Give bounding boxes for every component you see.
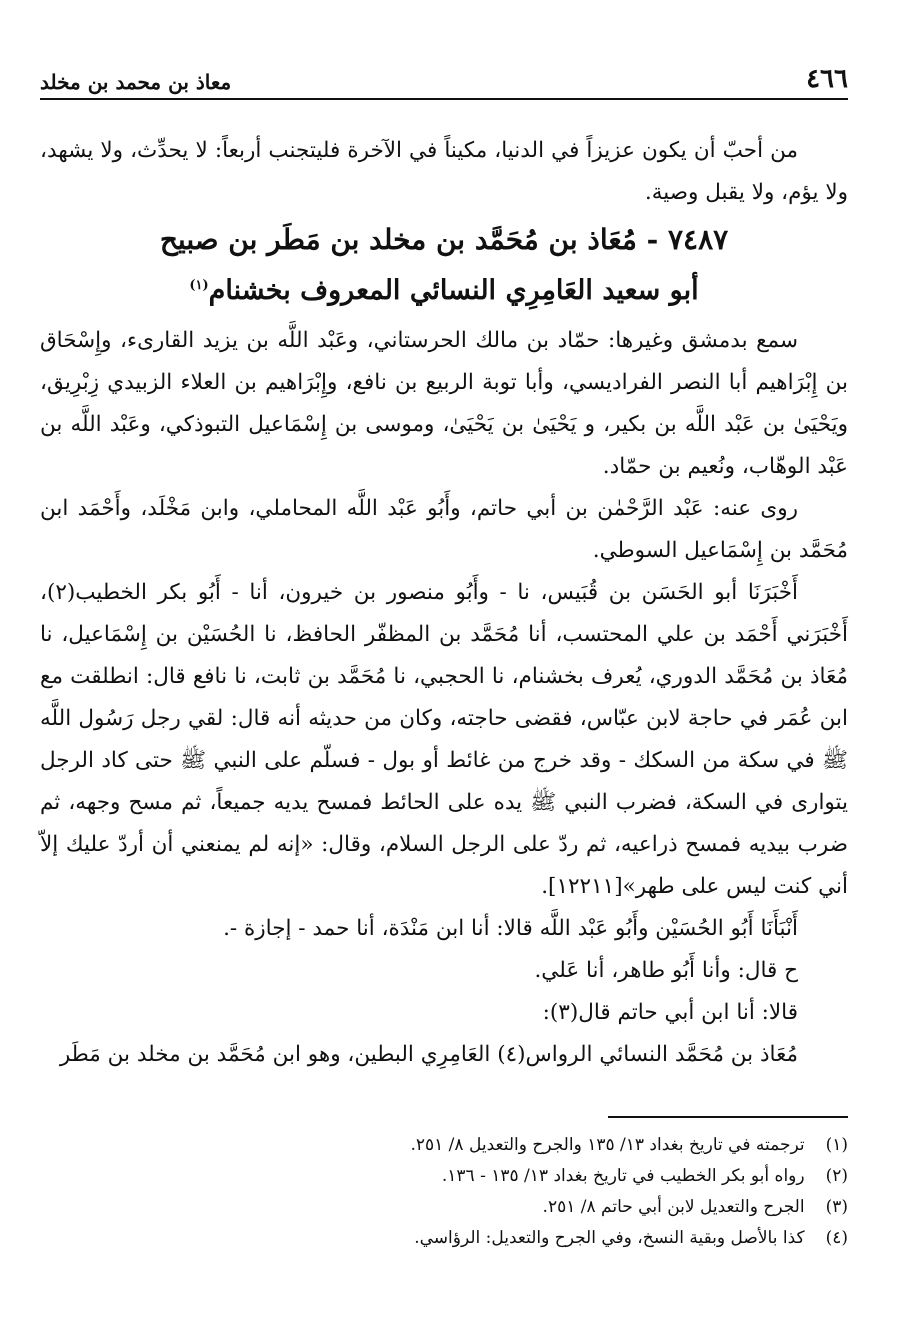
footnote-separator [608,1116,848,1118]
footnote-text: رواه أبو بكر الخطيب في تاريخ بغداد ١٣/ ١٣٥ - ١٣٦. [441,1166,805,1186]
entry-title: ٧٤٨٧ - مُعَاذ بن مُحَمَّد بن مخلد بن مَطَر بن صبيح [159,223,729,256]
footnote [40,1130,848,1161]
intro-paragraph: من أحبّ أن يكون عزيزاً في الدنيا، مكيناً في الآخرة فليتجنب أربعاً: لا يحدِّث، ولا يشهد، ولا يؤم، ولا يقبل وصية. [40,138,848,205]
footnotes [40,1130,848,1254]
footnote [40,1223,848,1254]
footnote [40,1192,848,1223]
paragraph-chain: أَنْبَأَنَا أَبُو الحُسَيْن وأَبُو عَبْد اللَّه قالا: أنا ابن مَنْدَة، أنا حمد - إجازة -. [223,916,798,941]
page-header [40,62,848,100]
footnote-number: (٤) [825,1228,848,1248]
entry-subtitle-footnote-ref: (١) [189,278,209,293]
footnote-number: (٢) [825,1166,848,1186]
footnote-number: (٣) [825,1197,848,1217]
paragraph-chain-3: قالا: أنا ابن أبي حاتم قال(٣): [542,1000,798,1025]
paragraph-chain-2: ح قال: وأنا أَبُو طاهر، أنا عَلي. [534,958,798,983]
footnote-text: كذا بالأصل وبقية النسخ، وفي الجرح والتعديل: الرؤاسي. [414,1228,805,1248]
paragraph-teachers: سمع بدمشق وغيرها: حمّاد بن مالك الحرستاني، وعَبْد اللَّه بن يزيد القارىء، وإِسْحَاق بن إِبْرَاهيم أبا النصر الفراديسي، وأبا توبة الربيع بن نافع، وإِبْرَاهيم بن العلاء الزبيدي زِبْرِيق، ويَحْيَىٰ بن عَبْد اللَّه بن بكير، و يَحْيَىٰ بن يَحْيَىٰ، وموسى بن إِسْمَاعيل التبوذكي، وعَبْد اللَّه بن عَبْد الوهّاب، ونُعيم بن حمّاد. [40,328,848,479]
footnote-text: ترجمته في تاريخ بغداد ١٣/ ١٣٥ والجرح والتعديل ٨/ ٢٥١. [410,1135,805,1155]
paragraph-students: روى عنه: عَبْد الرَّحْمٰن بن أبي حاتم، وأَبُو عَبْد اللَّه المحاملي، وابن مَخْلَد، وأَحْمَد ابن مُحَمَّد بن إِسْمَاعيل السوطي. [40,496,848,563]
footnote-text: الجرح والتعديل لابن أبي حاتم ٨/ ٢٥١. [542,1197,805,1217]
entry-subtitle-text: أبو سعيد العَامِرِي النسائي المعروف بخشنام [208,275,699,306]
running-title: معاذ بن محمد بن مخلد [40,70,232,94]
page-number: ٤٦٦ [806,64,848,94]
footnote-number: (١) [825,1135,848,1155]
paragraph-hadith: أَخْبَرَنَا أبو الحَسَن بن قُبَيس، نا - وأَبُو منصور بن خيرون، أنا - أَبُو بكر الخطيب(٢)، أَخْبَرَني أَحْمَد بن علي المحتسب، أنا مُحَمَّد بن المظفّر الحافظ، نا الحُسَيْن بن إِسْمَاعيل، نا مُعَاذ بن مُحَمَّد الدوري، يُعرف بخشنام، نا الحجبي، نا مُحَمَّد بن ثابت، نا نافع قال: انطلقت مع ابن عُمَر في حاجة لابن عبّاس، فقضى حاجته، وكان من حديثه أنه قال: لقي رجل رَسُول اللَّه ﷺ في سكة من السكك - وقد خرج من غائط أو بول - فسلّم على النبي ﷺ حتى كاد الرجل يتوارى في السكة، فضرب النبي ﷺ يده على الحائط فمسح يديه جميعاً، ثم مسح وجهه، ثم ضرب بيديه فمسح ذراعيه، ثم ردّ على الرجل السلام، وقال: «إنه لم يمنعني أن أردّ عليك إلاّ أني كنت ليس على طهر»[١٢٢١١]. [40,580,848,899]
footnote [40,1161,848,1192]
paragraph-final: مُعَاذ بن مُحَمَّد النسائي الرواس(٤) العَامِرِي البطين، وهو ابن مُحَمَّد بن مخلد بن مَطَر [59,1042,798,1067]
main-text [40,130,848,1076]
entry-subtitle [40,266,848,316]
